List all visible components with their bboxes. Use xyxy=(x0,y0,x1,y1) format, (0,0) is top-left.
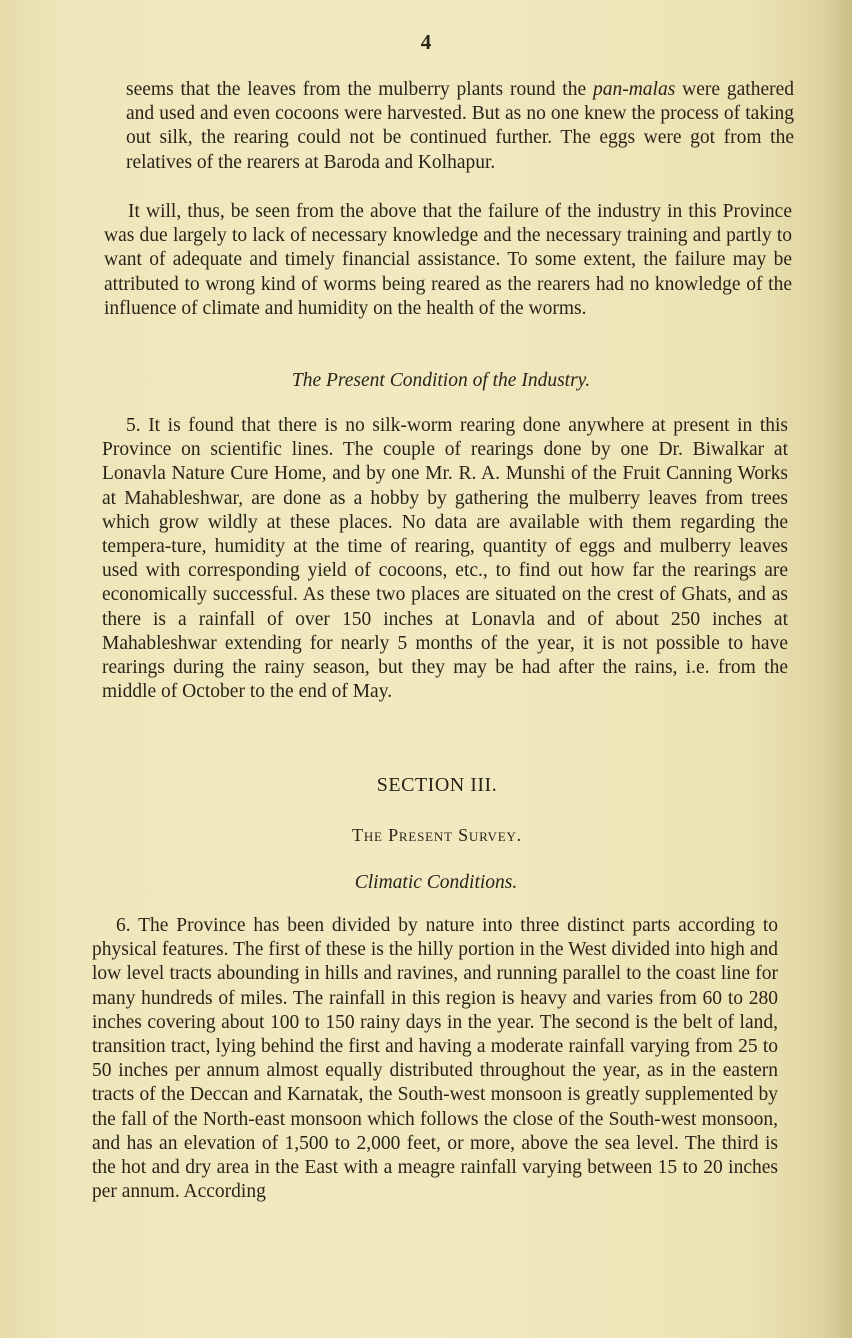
paragraph-5-text: 5. It is found that there is no silk-worm rearing done anywhere at present in this Province on scientific lines. The couple of rearings done by one Dr. Biwalkar at Lonavla Nature Cure Home, and by one Mr. R. A. Munshi of the Fruit Canning Works at Mahableshwar, are done as a hobby by gathering the mulberry leaves from trees which grow wildly at these places. No data are available with them regarding the tempera-ture, humidity at the time of rearing, quantity of eggs and mulberry leaves used with corresponding yield of cocoons, etc., to find out how far the rearings are economically successful. As these two places are situated on the crest of Ghats, and as there is a rainfall of over 150 inches at Lonavla and of about 250 inches at Mahableshwar extending for nearly 5 months of the year, it is not possible to have rearings during the rainy season, but they may be had after the rains, i.e. from the middle of October to the end of May. xyxy=(102,415,788,703)
italic-term-pan-malas: pan-malas xyxy=(592,79,676,100)
paragraph-failure xyxy=(0,200,852,321)
page-edge-shadow xyxy=(822,0,852,1338)
continued-paragraph xyxy=(0,78,852,175)
paragraph-6-text: 6. The Province has been divided by nature into three distinct parts according to physical features. The first of these is the hilly portion in the West divided into high and low level tracts abounding in hills and ravines, and running parallel to the coast line for many hundreds of miles. The rainfall in this region is heavy and varies from 60 to 280 inches covering about 100 to 150 rainy days in the year. The second is the belt of land, transition tract, lying behind the first and having a moderate rainfall varying from 25 to 50 inches per annum almost equally distributed throughout the year, as in the eastern tracts of the Deccan and Karnatak, the South-west monsoon is greatly supplemented by the fall of the North-east monsoon which follows the close of the South-west monsoon, and has an elevation of 1,500 to 2,000 feet, or more, above the sea level. The third is the hot and dry area in the East with a meagre rainfall varying between 15 to 20 inches per annum. According xyxy=(92,915,778,1203)
section-subtitle: The Present Survey. xyxy=(352,825,522,845)
paragraph-5 xyxy=(0,414,852,704)
paragraph-failure-text: It will, thus, be seen from the above that the failure of the industry in this Province was due largely to lack of necessary knowledge and the necessary training and partly to want of adequate and timely financial assistance. To some extent, the failure may be attributed to wrong kind of worms being reared as the rearers had no knowledge of the influence of climate and humidity on the health of the worms. xyxy=(104,201,792,319)
continued-paragraph-text-pre: seems that the leaves from the mulberry plants round the xyxy=(126,79,593,100)
page-number: 4 xyxy=(420,30,432,54)
paragraph-6 xyxy=(0,914,852,1204)
continued-paragraph-text-post: were gathered and used and even cocoons were harvested. But as no one knew the process of taking out silk, the rearing could not be continued further. The eggs were got from the relatives of the rearers at Baroda and Kolhapur. xyxy=(126,79,794,173)
section-title: SECTION III. xyxy=(376,774,498,796)
heading-present-condition: The Present Condition of the Industry. xyxy=(291,370,591,391)
heading-climatic-conditions: Climatic Conditions. xyxy=(354,872,518,893)
